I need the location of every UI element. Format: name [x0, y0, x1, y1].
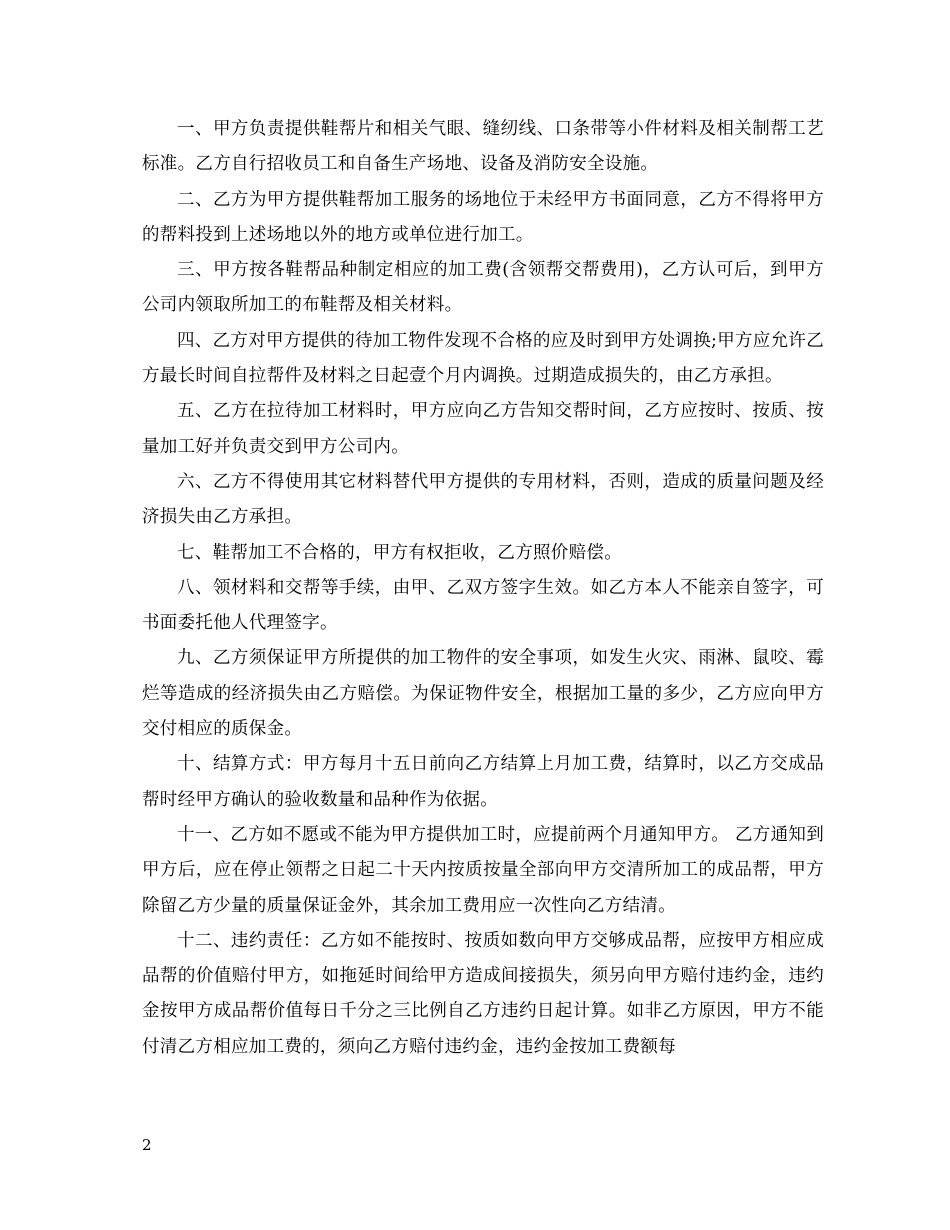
clause-2: 二、乙方为甲方提供鞋帮加工服务的场地位于未经甲方书面同意，乙方不得将甲方的帮料投到上述场地以外的地方或单位进行加工。	[142, 189, 824, 245]
clause-12: 十二、违约责任：乙方如不能按时、按质如数向甲方交够成品帮，应按甲方相应成品帮的价值赔付甲方，如拖延时间给甲方造成间接损失，须另向甲方赔付违约金，违约金按甲方成品帮价值每日千分之三比例自乙方违约日起计算。如非乙方原因，甲方不能付清乙方相应加工费的，须向乙方赔付违约金，违约金按加工费额每	[142, 930, 824, 1057]
clause-10: 十、结算方式：甲方每月十五日前向乙方结算上月加工费，结算时，以乙方交成品帮时经甲方确认的验收数量和品种作为依据。	[142, 754, 824, 810]
clause-1: 一、甲方负责提供鞋帮片和相关气眼、缝纫线、口条带等小件材料及相关制帮工艺标准。乙方自行招收员工和自备生产场地、设备及消防安全设施。	[142, 119, 824, 175]
clause-11: 十一、乙方如不愿或不能为甲方提供加工时，应提前两个月通知甲方。 乙方通知到甲方后，应在停止领帮之日起二十天内按质按量全部向甲方交清所加工的成品帮，甲方除留乙方少量的质量保证金外，其余加工费用应一次性向乙方结清。	[142, 824, 824, 916]
clause-8: 八、领材料和交帮等手续，由甲、乙双方签字生效。如乙方本人不能亲自签字，可书面委托他人代理签字。	[142, 577, 824, 634]
clause-4: 四、乙方对甲方提供的待加工物件发现不合格的应及时到甲方处调换;甲方应允许乙方最长时间自拉帮件及材料之日起壹个月内调换。过期造成损失的，由乙方承担。	[142, 330, 824, 387]
clause-7: 七、鞋帮加工不合格的，甲方有权拒收，乙方照价赔偿。	[177, 542, 622, 563]
contract-body	[142, 112, 824, 1065]
clause-9: 九、乙方须保证甲方所提供的加工物件的安全事项，如发生火灾、雨淋、鼠咬、霉烂等造成的经济损失由乙方赔偿。为保证物件安全，根据加工量的多少，乙方应向甲方交付相应的质保金。	[142, 648, 824, 740]
clause-6: 六、乙方不得使用其它材料替代甲方提供的专用材料，否则，造成的质量问题及经济损失由乙方承担。	[142, 471, 824, 528]
clause-3: 三、甲方按各鞋帮品种制定相应的加工费(含领帮交帮费用)，乙方认可后，到甲方公司内领取所加工的布鞋帮及相关材料。	[142, 260, 824, 316]
clause-5: 五、乙方在拉待加工材料时，甲方应向乙方告知交帮时间，乙方应按时、按质、按量加工好并负责交到甲方公司内。	[142, 401, 824, 457]
page-number: 2	[142, 1136, 152, 1154]
